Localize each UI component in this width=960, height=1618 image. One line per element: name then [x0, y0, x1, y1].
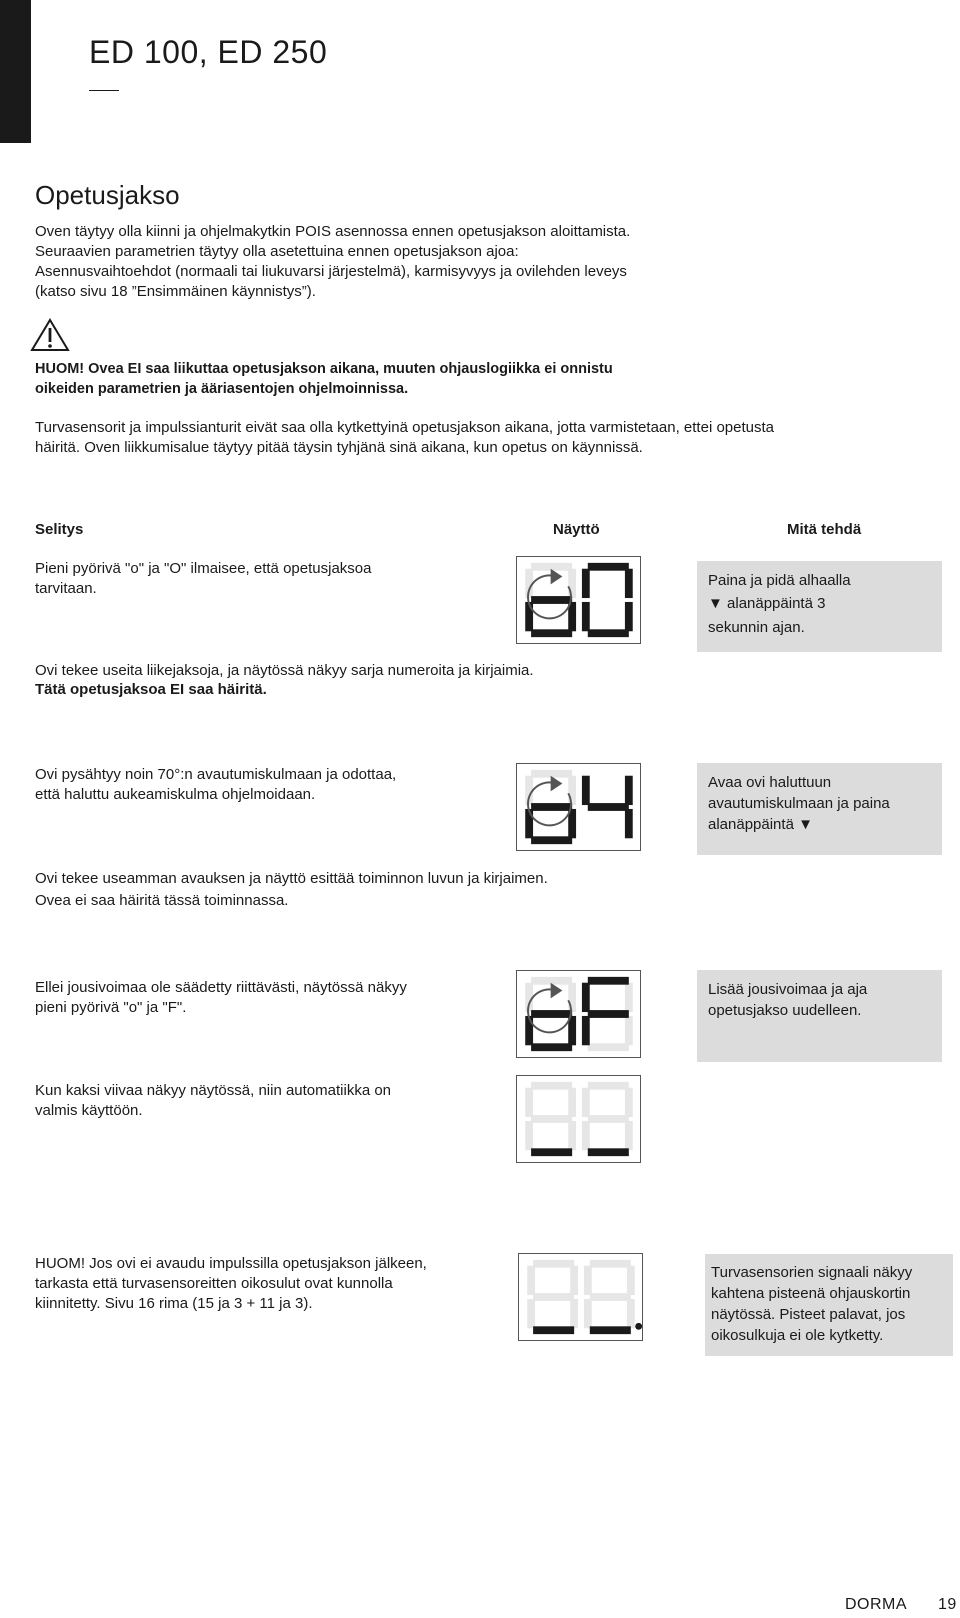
- action-box: [697, 763, 942, 855]
- description-line: Kun kaksi viivaa näkyy näytössä, niin automatiikka on: [35, 1082, 392, 1099]
- note-line: Ovea ei saa häiritä tässä toiminnassa.: [35, 892, 289, 909]
- column-header-action: Mitä tehdä: [787, 521, 862, 538]
- action-line: oikosulkuja ei ole kytketty.: [711, 1327, 884, 1344]
- note-line-bold: Tätä opetusjaksoa EI saa häiritä.: [35, 681, 267, 698]
- row-description: [35, 978, 455, 1018]
- row-description: [35, 559, 455, 599]
- digit-o: [525, 803, 576, 844]
- digit-0: [582, 563, 633, 637]
- action-box: [697, 561, 942, 652]
- dash-segment: [590, 1326, 631, 1334]
- description-line: kiinnitetty. Sivu 16 rima (15 ja 3 + 11 ja 3).: [35, 1295, 313, 1312]
- seven-segment-display: [518, 1253, 643, 1341]
- digit-F: [582, 977, 629, 1045]
- digit-o: [525, 596, 576, 637]
- action-line: Turvasensorien signaali näkyy: [711, 1264, 913, 1281]
- seven-segment-display: [516, 1075, 641, 1163]
- row-note: [35, 868, 755, 912]
- dash-segment: [588, 1148, 629, 1156]
- action-line: avautumiskulmaan ja paina: [708, 795, 890, 812]
- footer-brand: DORMA: [845, 1596, 908, 1613]
- description-line: Ovi pysähtyy noin 70°:n avautumiskulmaan ja odottaa,: [35, 766, 397, 783]
- action-line: alanäppäintä ▼: [708, 816, 813, 833]
- seven-segment-display: [516, 970, 641, 1058]
- intro-line: Asennusvaihtoehdot (normaali tai liukuvarsi järjestelmä), karmisyvyys ja ovilehden leveys: [35, 263, 627, 280]
- intro-line: (katso sivu 18 ”Ensimmäinen käynnistys”).: [35, 283, 316, 300]
- description-line: Ellei jousivoimaa ole säädetty riittävästi, näytössä näkyy: [35, 979, 407, 996]
- row-description: [35, 1081, 455, 1121]
- description-line: valmis käyttöön.: [35, 1102, 143, 1119]
- intro-text: [35, 222, 735, 302]
- play-arrow-icon: [551, 569, 563, 585]
- column-header-description: Selitys: [35, 521, 84, 538]
- paragraph-line: häiritä. Oven liikkumisalue täytyy pitää täysin tyhjänä sinä aikana, kun opetus on käynnissä.: [35, 439, 643, 456]
- description-line: tarkasta että turvasensoreitten oikosulut ovat kunnolla: [35, 1275, 393, 1292]
- action-line: Avaa ovi haluttuun: [708, 774, 832, 791]
- description-line: tarvitaan.: [35, 580, 97, 597]
- action-box: [705, 1254, 953, 1356]
- note-line: Ovi tekee useita liikejaksoja, ja näytössä näkyy sarja numeroita ja kirjaimia.: [35, 662, 534, 679]
- column-header-display: Näyttö: [553, 521, 600, 538]
- description-line: HUOM! Jos ovi ei avaudu impulssilla opetusjakson jälkeen,: [35, 1255, 427, 1272]
- action-line: opetusjakso uudelleen.: [708, 1002, 862, 1019]
- paragraph-line: Turvasensorit ja impulssianturit eivät saa olla kytkettyinä opetusjakson aikana, jotta varmistetaan, ettei opetusta: [35, 419, 774, 436]
- page-number: 19: [938, 1596, 957, 1613]
- digit-4: [582, 776, 633, 839]
- action-line: kahtena pisteenä ohjauskortin: [711, 1285, 911, 1302]
- warning-line: HUOM! Ovea EI saa liikuttaa opetusjakson aikana, muuten ohjauslogiikka ei onnistu: [35, 361, 613, 377]
- action-line: Lisää jousivoimaa ja aja: [708, 981, 868, 998]
- sensor-paragraph: [35, 418, 915, 458]
- action-box: [697, 970, 942, 1062]
- row-description: [35, 765, 455, 805]
- row-note: [35, 660, 755, 698]
- description-line: että haluttu aukeamiskulma ohjelmoidaan.: [35, 786, 316, 803]
- warning-note: [35, 359, 735, 399]
- play-arrow-icon: [551, 776, 563, 792]
- digit-o: [525, 1010, 576, 1051]
- warning-icon: [30, 318, 70, 352]
- row-description: [35, 1254, 475, 1314]
- action-line: näytössä. Pisteet palavat, jos: [711, 1306, 906, 1323]
- intro-line: Seuraavien parametrien täytyy olla asetettuina ennen opetusjakson ajoa:: [35, 243, 519, 260]
- description-line: Pieni pyörivä "o" ja "O" ilmaisee, että opetusjaksoa: [35, 560, 372, 577]
- note-line: Ovi tekee useamman avauksen ja näyttö esittää toiminnon luvun ja kirjaimen.: [35, 870, 548, 887]
- action-line: ▼ alanäppäintä 3: [708, 595, 826, 612]
- description-line: pieni pyörivä "o" ja "F".: [35, 999, 187, 1016]
- warning-line: oikeiden parametrien ja ääriasentojen ohjelmoinnissa.: [35, 381, 409, 397]
- sidebar-bar: [0, 0, 31, 143]
- play-arrow-icon: [551, 983, 563, 999]
- action-line: Paina ja pidä alhaalla: [708, 572, 851, 589]
- action-line: sekunnin ajan.: [708, 619, 805, 636]
- header-rule: [89, 90, 119, 91]
- seven-segment-display: [516, 556, 641, 644]
- section-title: Opetusjakso: [35, 180, 180, 210]
- intro-line: Oven täytyy olla kiinni ja ohjelmakytkin POIS asennossa ennen opetusjakson aloittamista.: [35, 223, 631, 240]
- dash-segment: [531, 1148, 572, 1156]
- decimal-point: [635, 1323, 642, 1330]
- dash-segment: [533, 1326, 574, 1334]
- page-header-title: ED 100, ED 250: [89, 34, 328, 70]
- seven-segment-display: [516, 763, 641, 851]
